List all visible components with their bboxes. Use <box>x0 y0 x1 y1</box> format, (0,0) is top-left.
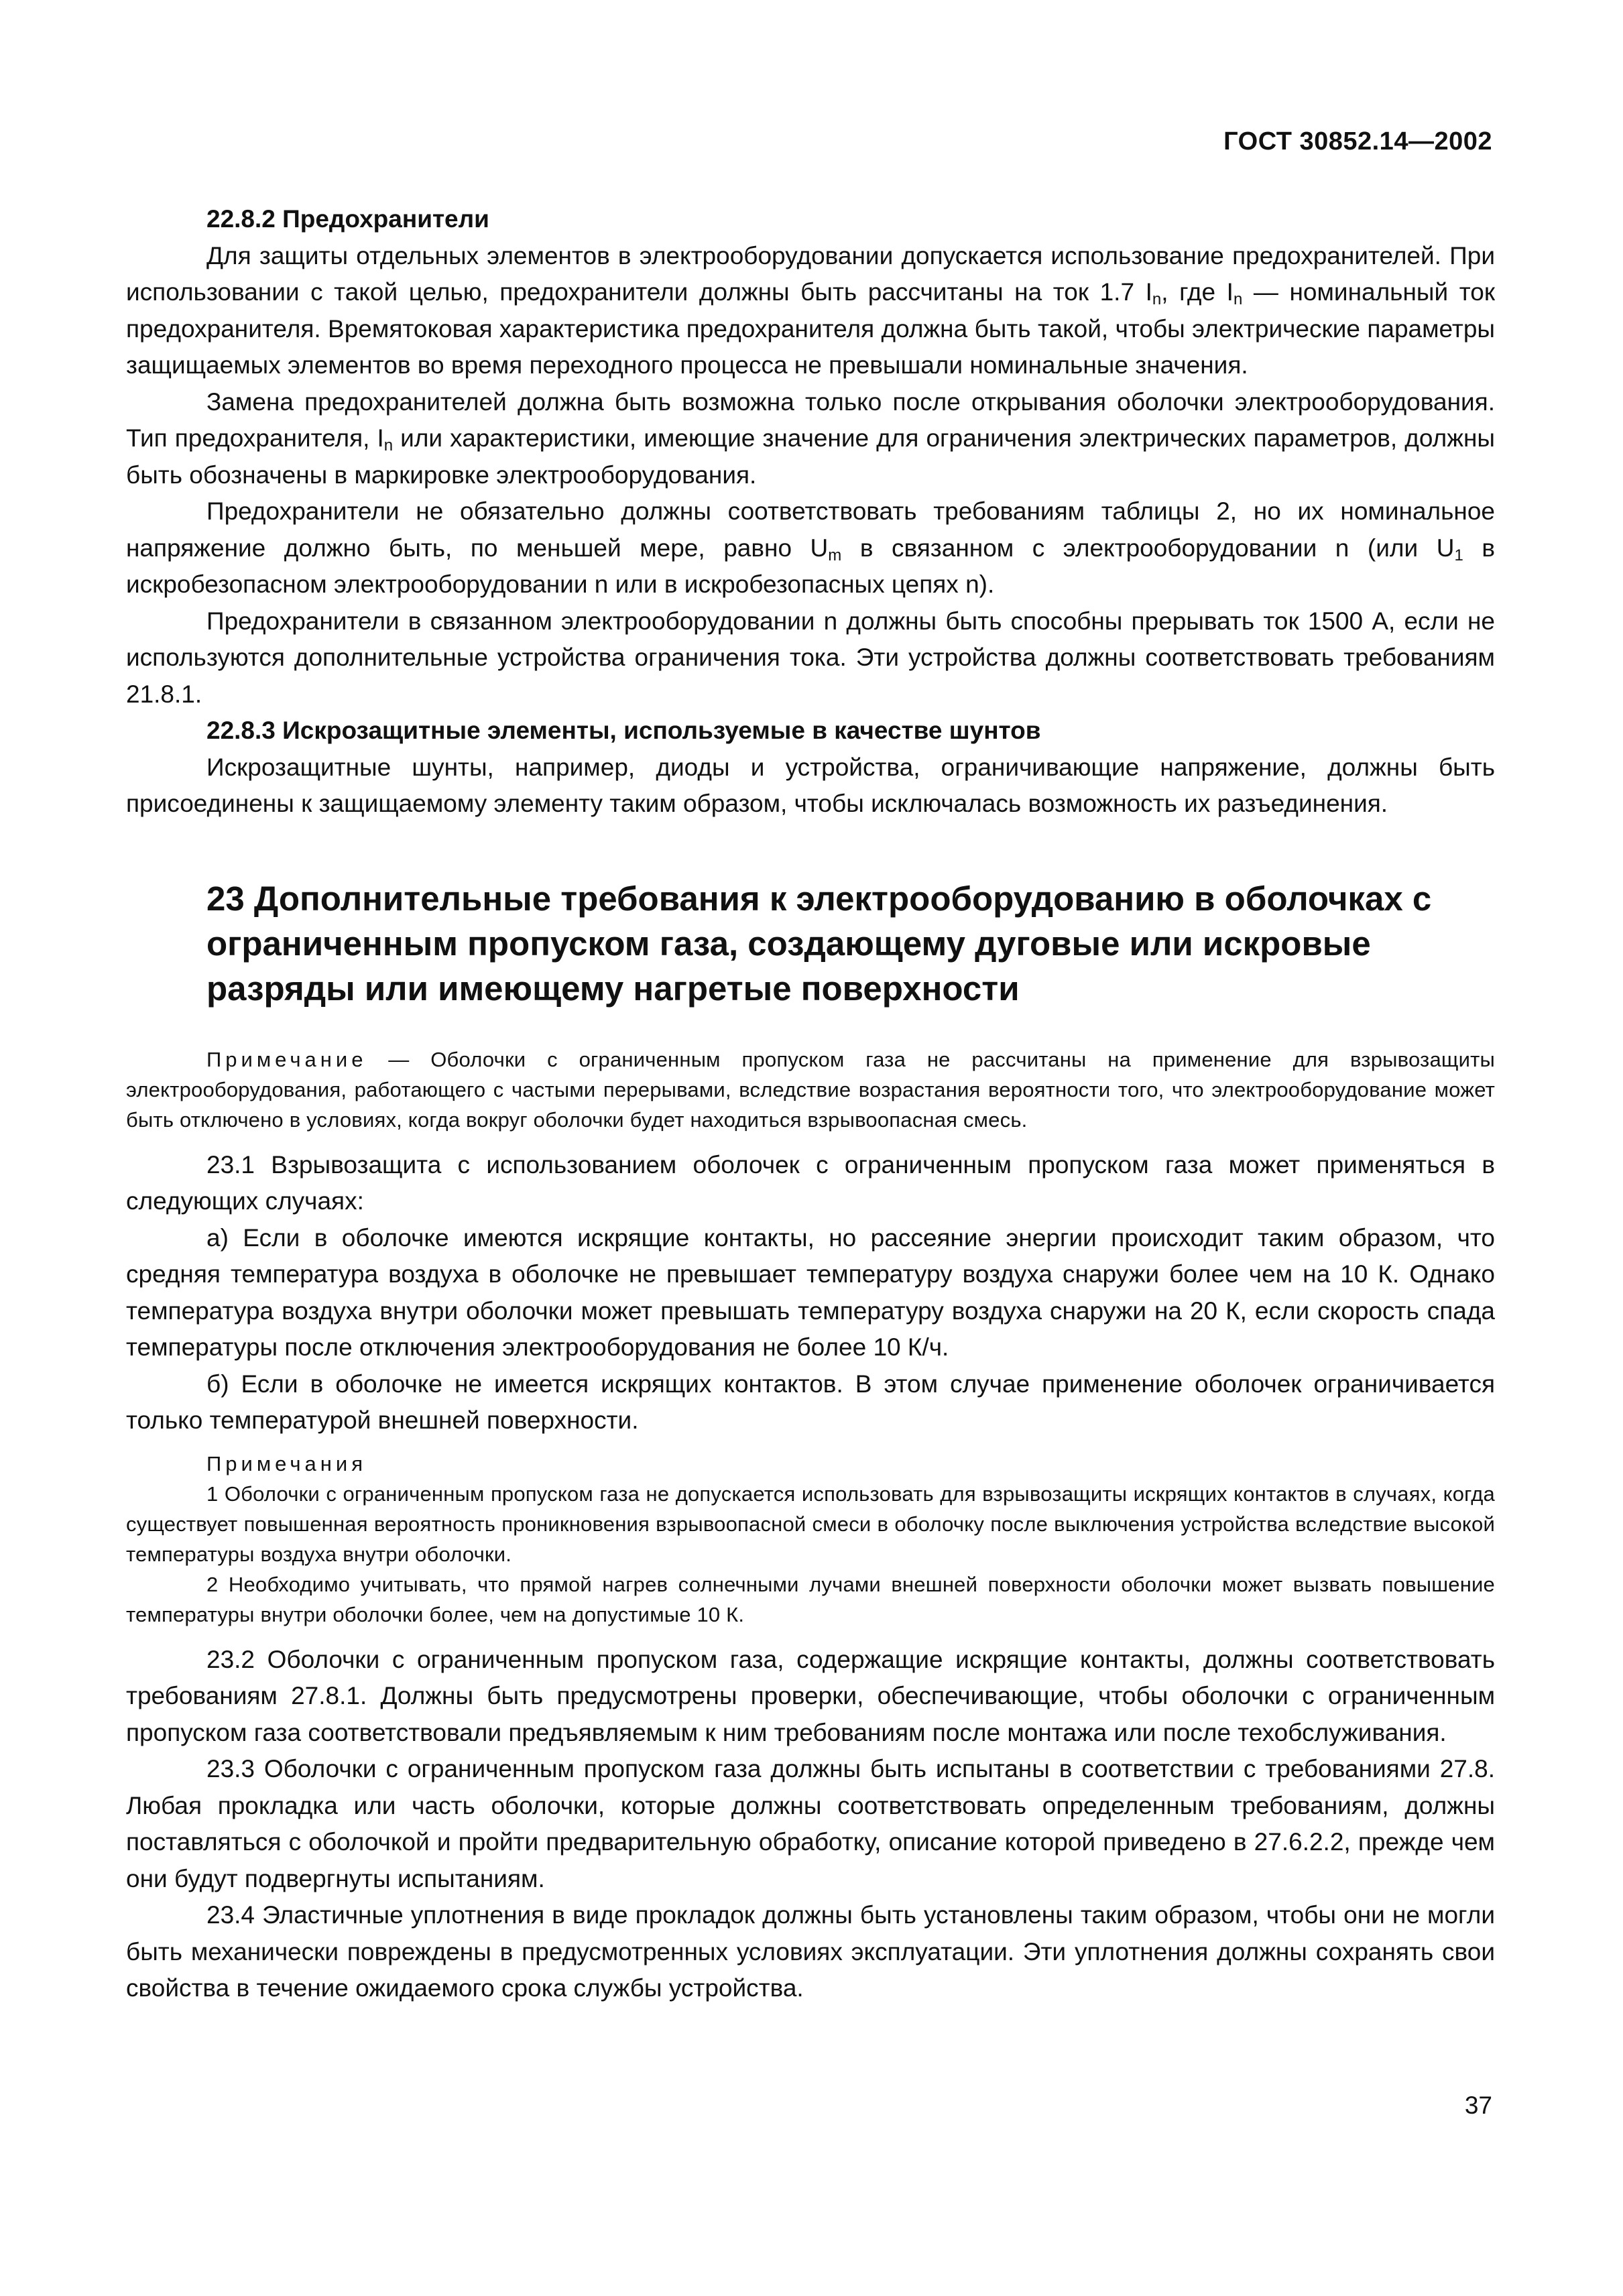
document-id-header: ГОСТ 30852.14—2002 <box>1223 127 1492 156</box>
paragraph-23-4: 23.4 Эластичные уплотнения в виде прокладок должны быть установлены таким образом, чтобы они не могли быть механически повреждены в предусмотренных условиях эксплуатации. Эти уплотнения должны сохранять свои свойства в течение ожидаемого срока службы устройства. <box>126 1901 1495 2002</box>
section-23-notes <box>126 1449 1495 1630</box>
section-22-8-2-paragraph-3: Предохранители не обязательно должны соответствовать требованиям таблицы 2, но их номинальное напряжение должно быть, по меньшей мере, равно $U_m$ в связанном с электрооборудовании n (или $U_1$ в искробезопасном электрооборудовании n или в искробезопасных цепях n). <box>126 497 1495 598</box>
section-22-8-3-title: 22.8.3 Искрозащитные элементы, используемые в качестве шунтов <box>206 717 1041 744</box>
note-label: Примечание <box>206 1047 367 1071</box>
section-22-8-2-paragraph-4: Предохранители в связанном электрооборудовании n должны быть способны прерывать ток 1500 А, если не используются дополнительные устройства ограничения тока. Эти устройства должны соответствовать требованиям 21.8.1. <box>126 607 1495 708</box>
paragraph-23-1-a: а) Если в оболочке имеются искрящие контакты, но рассеяние энергии происходит таким образом, что средняя температура воздуха в оболочке не превышает температуру воздуха снаружи более чем на 10 К. Однако температура воздуха внутри оболочки может превышать температуру воздуха снаружи на 20 К, если скорость спада температуры после отключения электрооборудования не более 10 К/ч. <box>126 1223 1495 1361</box>
note-1: 1 Оболочки с ограниченным пропуском газа не допускается использовать для взрывозащиты искрящих контактов в случаях, когда существует повышенная вероятность проникновения взрывоопасной смеси в оболочку после выключения устройства вследствие высокой температуры воздуха внутри оболочки. <box>126 1482 1495 1566</box>
section-22-8-2-paragraph-2: Замена предохранителей должна быть возможна только после открывания оболочки электрооборудования. Тип предохранителя, $I_n$ или характеристики, имеющие значение для ограничения электрических параметров, должны быть обозначены в маркировке электрооборудования. <box>126 387 1495 489</box>
section-22-8-2-title: 22.8.2 Предохранители <box>206 205 489 233</box>
section-22-8-2-paragraph-1: Для защиты отдельных элементов в электрооборудовании допускается использование предохранителей. При использовании с такой целью, предохранители должны быть рассчитаны на ток 1.7 $I_n$, где $I_n$ — номинальный ток предохранителя. Времятоковая характеристика предохранителя должна быть такой, чтобы электрические параметры защищаемых элементов во время переходного процесса не превышали номинальные значения. <box>126 241 1496 379</box>
paragraph-23-2: 23.2 Оболочки с ограниченным пропуском газа, содержащие искрящие контакты, должны соответствовать требованиям 27.8.1. Должны быть предусмотрены проверки, обеспечивающие, чтобы оболочки с ограниченным пропуском газа соответствовали предъявляемым к ним требованиям после монтажа или после техобслуживания. <box>126 1645 1495 1746</box>
section-23-note <box>126 1044 1495 1135</box>
notes-label: Примечания <box>206 1451 367 1475</box>
section-22-8-3-paragraph-1: Искрозащитные шунты, например, диоды и устройства, ограничивающие напряжение, должны быть присоединены к защищаемому элементу таким образом, чтобы исключалась возможность их разъединения. <box>126 753 1495 817</box>
note-2: 2 Необходимо учитывать, что прямой нагрев солнечными лучами внешней поверхности оболочки может вызвать повышение температуры внутри оболочки более, чем на допустимые 10 К. <box>126 1572 1495 1626</box>
paragraph-23-1-b: б) Если в оболочке не имеется искрящих контактов. В этом случае применение оболочек ограничивается только температурой внешней поверхности. <box>126 1370 1495 1434</box>
paragraph-23-3: 23.3 Оболочки с ограниченным пропуском газа должны быть испытаны в соответствии с требованиями 27.8. Любая прокладка или часть оболочки, которые должны соответствовать определенным требованиям, должны поставляться с оболочкой и пройти предварительную обработку, описание которой приведено в 27.6.2.2, прежде чем они будут подвергнуты испытаниям. <box>126 1755 1495 1892</box>
paragraph-23-1: 23.1 Взрывозащита с использованием оболочек с ограниченным пропуском газа может применяться в следующих случаях: <box>126 1150 1495 1215</box>
page-content <box>126 201 1495 2007</box>
section-23-heading: 23 Дополнительные требования к электрооборудованию в оболочках с ограниченным пропуском газа, создающему дуговые или искровые разряды или имеющему нагретые поверхности <box>206 879 1432 1008</box>
page-number: 37 <box>1464 2092 1492 2119</box>
note-text: — Оболочки с ограниченным пропуском газа не рассчитаны на применение для взрывозащиты электрооборудования, работающего с частыми перерывами, вследствие возрастания вероятности того, что электрооборудование может быть отключено в условиях, когда вокруг оболочки будет находиться взрывоопасная смесь. <box>126 1047 1495 1132</box>
